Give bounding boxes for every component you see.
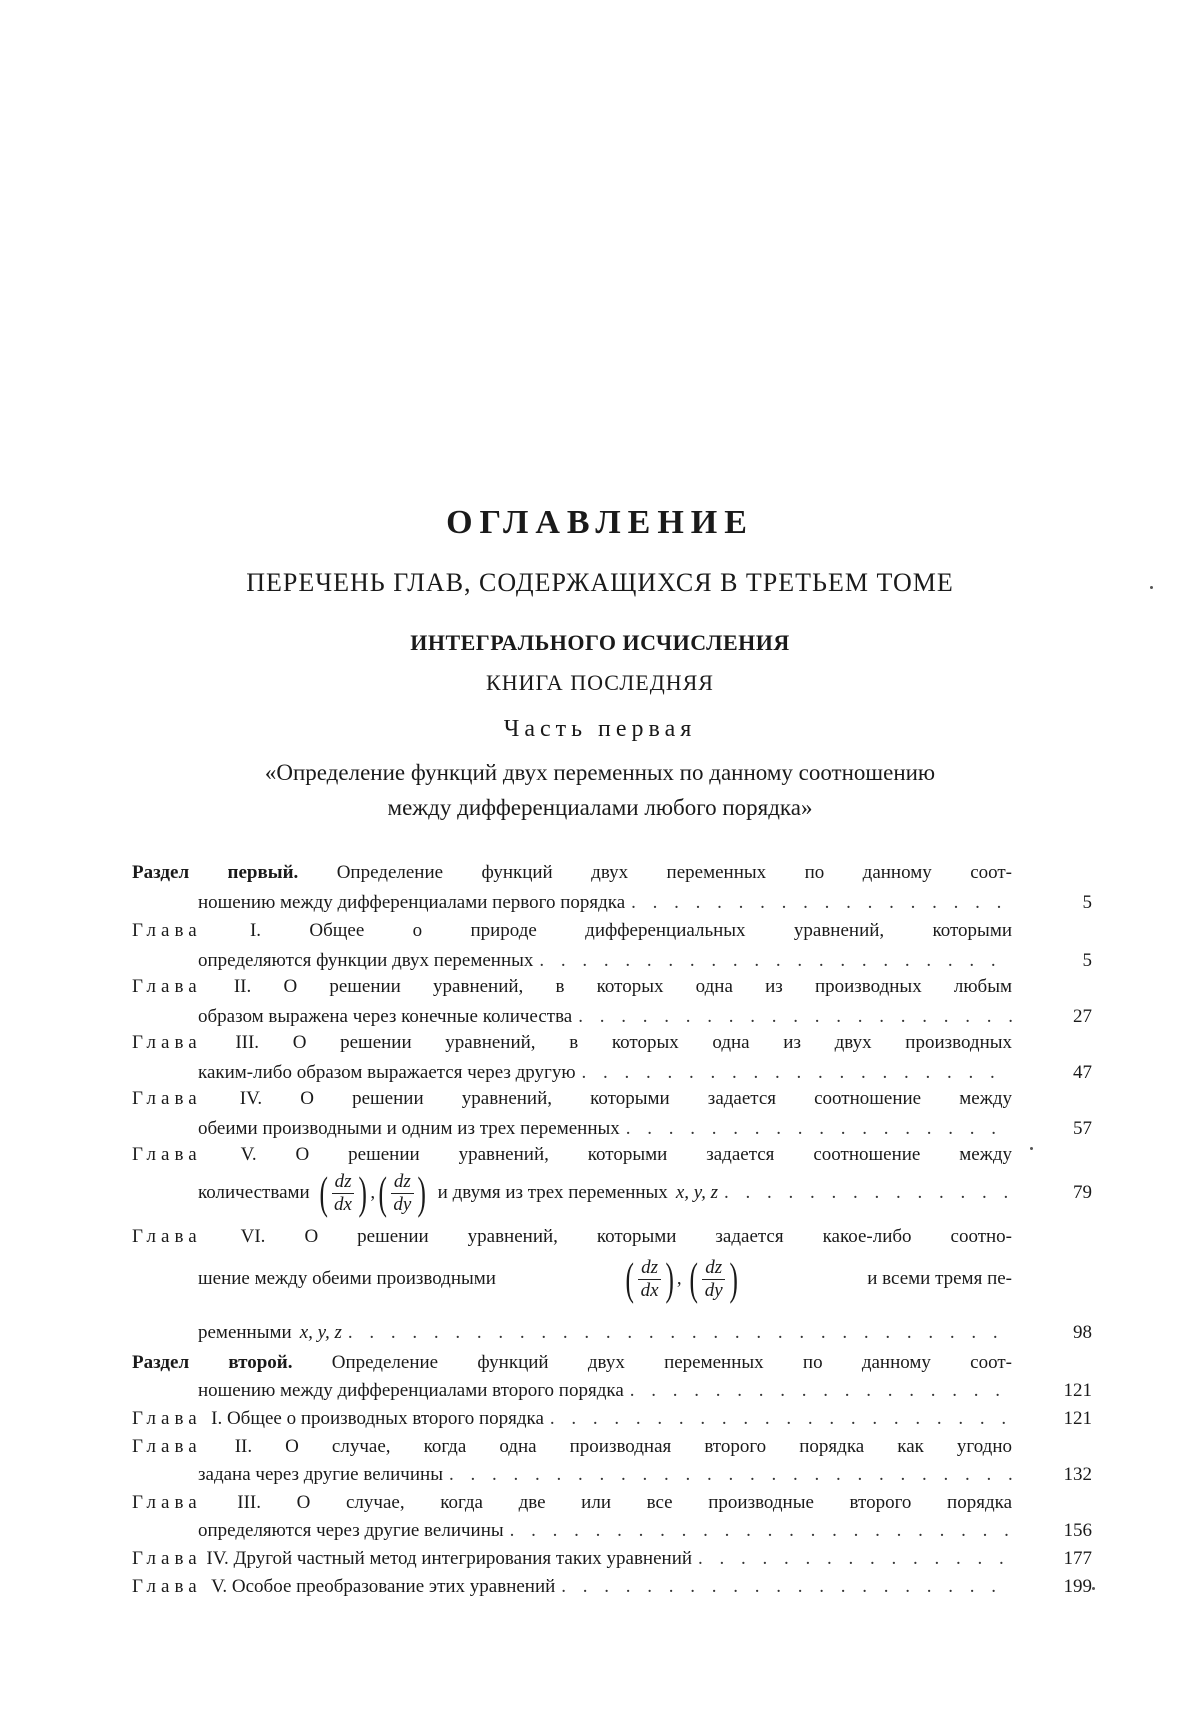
chapter-line2: определяются функции двух переменных: [198, 950, 534, 971]
chapter-line1: О решении уравнений, которыми задается соотношение между: [295, 1144, 1013, 1165]
chapter-label: Глава: [132, 1548, 202, 1569]
chapter-number: V.: [240, 1144, 257, 1165]
leader-dots: [510, 1520, 1012, 1542]
section-label: Раздел второй.: [132, 1352, 293, 1373]
chapter-line1: О решении уравнений, которыми задается какое-либо соотно-: [304, 1226, 1013, 1247]
page-number: 57: [1073, 1118, 1092, 1139]
book-heading: ИНТЕГРАЛЬНОГО ИСЧИСЛЕНИЯ: [410, 630, 790, 655]
chapter-label: Глава: [132, 1144, 202, 1165]
chapter-label: Глава: [132, 1436, 202, 1457]
chapter-line1: Общее о природе дифференциальных уравнений, которыми: [309, 920, 1013, 941]
chapter-line2: обеими производными и одним из трех переменных: [198, 1118, 620, 1139]
chapter-number: II.: [233, 976, 252, 997]
chapter-line1: О решении уравнений, которыми задается соотношение между: [300, 1088, 1012, 1109]
section-label: Раздел первый.: [132, 862, 299, 883]
chapter-line1: О случае, когда две или все производные второго порядка: [296, 1492, 1012, 1513]
part-title-line2: между дифференциалами любого порядка»: [387, 795, 813, 820]
chapter-label: Глава: [132, 976, 202, 997]
chapter-number: V.: [211, 1576, 228, 1597]
page-number: 5: [1082, 950, 1092, 971]
page-number: 5: [1082, 892, 1092, 913]
leader-dots: [561, 1576, 1012, 1598]
fraction-dz-dy: ( $\frac{dz}{dy}$ ): [378, 1167, 427, 1218]
part-title-line1: «Определение функций двух переменных по данному соотношению: [264, 760, 936, 785]
leader-dots: [582, 1062, 1012, 1084]
page-number: 79: [1073, 1182, 1092, 1203]
page-number: 27: [1073, 1006, 1092, 1027]
chapter-line1: О случае, когда одна производная второго порядка как угодно: [285, 1436, 1013, 1457]
chapter-line2-start: количествами: [198, 1182, 310, 1203]
section-line1: Определение функций двух переменных по данному соот-: [331, 1352, 1012, 1373]
leader-dots: [539, 950, 1012, 972]
chapter-number: III.: [237, 1492, 261, 1513]
section-line2: ношению между дифференциалами второго порядка: [198, 1380, 624, 1401]
page-number: 98: [1073, 1322, 1092, 1343]
page-number: 199: [1063, 1576, 1092, 1597]
page-number: 47: [1073, 1062, 1092, 1083]
chapter-label: Глава: [132, 920, 202, 941]
scan-speck: [1092, 1587, 1095, 1590]
chapter-label: Глава: [132, 1088, 202, 1109]
page-number: 132: [1063, 1464, 1092, 1485]
leader-dots: [449, 1464, 1012, 1486]
chapter-number: II.: [234, 1436, 253, 1457]
chapter-line3: ременными: [198, 1322, 292, 1343]
variables: x, y, z: [299, 1322, 342, 1343]
chapter-line1: Другой частный метод интегрирования таких уравнений: [233, 1548, 693, 1569]
chapter-number: I.: [211, 1408, 223, 1429]
leader-dots: [631, 892, 1012, 914]
leader-dots: [626, 1118, 1012, 1140]
section-line1: Определение функций двух переменных по данному соот-: [336, 862, 1013, 883]
scan-speck: [1030, 1147, 1033, 1150]
chapter-label: Глава: [132, 1226, 202, 1247]
page-number: 177: [1063, 1548, 1092, 1569]
chapter-line2-end: и двумя из трех переменных: [437, 1182, 668, 1203]
chapter-line2: задана через другие величины: [198, 1464, 443, 1485]
chapter-line1: Особое преобразование этих уравнений: [231, 1576, 556, 1597]
page-number: 121: [1063, 1380, 1092, 1401]
chapter-label: Глава: [132, 1492, 202, 1513]
chapter-number: IV.: [206, 1548, 229, 1569]
chapter-number: III.: [235, 1032, 260, 1053]
scan-speck: [1150, 586, 1153, 589]
chapter-number: IV.: [239, 1088, 263, 1109]
chapter-number: I.: [249, 920, 262, 941]
book-name: КНИГА ПОСЛЕДНЯЯ: [486, 670, 714, 695]
chapter-line1: Общее о производных второго порядка: [226, 1408, 544, 1429]
page-number: 156: [1063, 1520, 1092, 1541]
leader-dots: [348, 1322, 1012, 1344]
chapter-number: VI.: [240, 1226, 266, 1247]
leader-dots: [550, 1408, 1012, 1430]
page-title: ОГЛАВЛЕНИЕ: [446, 504, 754, 541]
part-name: Часть первая: [503, 716, 697, 742]
chapter-label: Глава: [132, 1408, 202, 1429]
chapter-line1: О решении уравнений, в которых одна из производных любым: [283, 976, 1013, 997]
leader-dots: [698, 1548, 1012, 1570]
leader-dots: [630, 1380, 1012, 1402]
variables: x, y, z: [675, 1182, 719, 1203]
document-page: ОГЛАВЛЕНИЕ ПЕРЕЧЕНЬ ГЛАВ, СОДЕРЖАЩИХСЯ В ТРЕТЬЕМ ТОМЕ ИНТЕГРАЛЬНОГО ИСЧИСЛЕНИЯ КНИГА ПОСЛЕДНЯЯ Часть первая «Определение функций двух переменных по данному соотношению между дифференциалами любого порядка» Раздел первый. Определение функций двух переменных по данному соот- ношению между дифференциалами первого порядка . . . 5 Глава I. Общее о природе дифференциальных уравнений, которыми определяются функции двух переменных . . . 5 Глава II. О решении уравнений, в которых одна из производных любым образом выражена через конечные количества . . . 27 Глава III. О решении уравнений, в которых одна из двух производных каким-либо образом выражается через другую . . . 47 Глава IV. О решении уравнений, которыми задается соотношение между обеими производными и одним из трех переменных . . . 57 Глава V. О решении уравнений, которыми задается соотношение между количествами ( $\frac{dz}{dx}$ ) , ( $\frac{dz}{dy}$ ) и двумя из трех переменных x, y, z . . . 79 Глава VI. О решении уравнений, которыми задается какое-либо соотно- шение между обеими производными ( $\frac{dz}{dx}$ ) , ( $\frac{dz}{dy}$ ) и всеми тремя пе- ременными x, y, z . . . 98 Раздел второй. Определение функций двух переменных по данному соот- ношению между дифференциалами второго порядка . . . 121 Глава I. Общее о производных второго порядка . . . 121 Глава II. О случае, когда одна производная второго порядка как угодно задана через другие величины . . . 132 Глава III. О случае, когда две или все производные второго порядка определяются через другие величины . . . 156 Глава IV. Другой частный метод интегрирования таких уравнений . . . 177 Глава V. Особое преобразование этих уравнений . . . 199: [0, 0, 1200, 1727]
fraction-dz-dx: ( $\frac{dz}{dx}$ ): [319, 1167, 367, 1218]
page-number: 121: [1063, 1408, 1092, 1429]
section-line2: ношению между дифференциалами первого порядка: [198, 892, 626, 913]
page-subtitle: ПЕРЕЧЕНЬ ГЛАВ, СОДЕРЖАЩИХСЯ В ТРЕТЬЕМ ТОМЕ: [246, 568, 954, 597]
fraction-dz-dx: ( $\frac{dz}{dx}$ ): [625, 1253, 674, 1304]
chapter-line1: О решении уравнений, в которых одна из двух производных: [292, 1032, 1013, 1053]
chapter-line2-end: и всеми тремя пе-: [867, 1268, 1012, 1289]
leader-dots: [724, 1182, 1012, 1204]
chapter-line2-start: шение между обеими производными: [198, 1268, 496, 1289]
fraction-dz-dy: ( $\frac{dz}{dy}$ ): [689, 1253, 738, 1304]
leader-dots: [578, 1006, 1012, 1028]
chapter-line2: образом выражена через конечные количества: [198, 1006, 573, 1027]
chapter-label: Глава: [132, 1576, 202, 1597]
chapter-line2: определяются через другие величины: [198, 1520, 504, 1541]
chapter-line2: каким-либо образом выражается через другую: [198, 1062, 576, 1083]
chapter-label: Глава: [132, 1032, 202, 1053]
